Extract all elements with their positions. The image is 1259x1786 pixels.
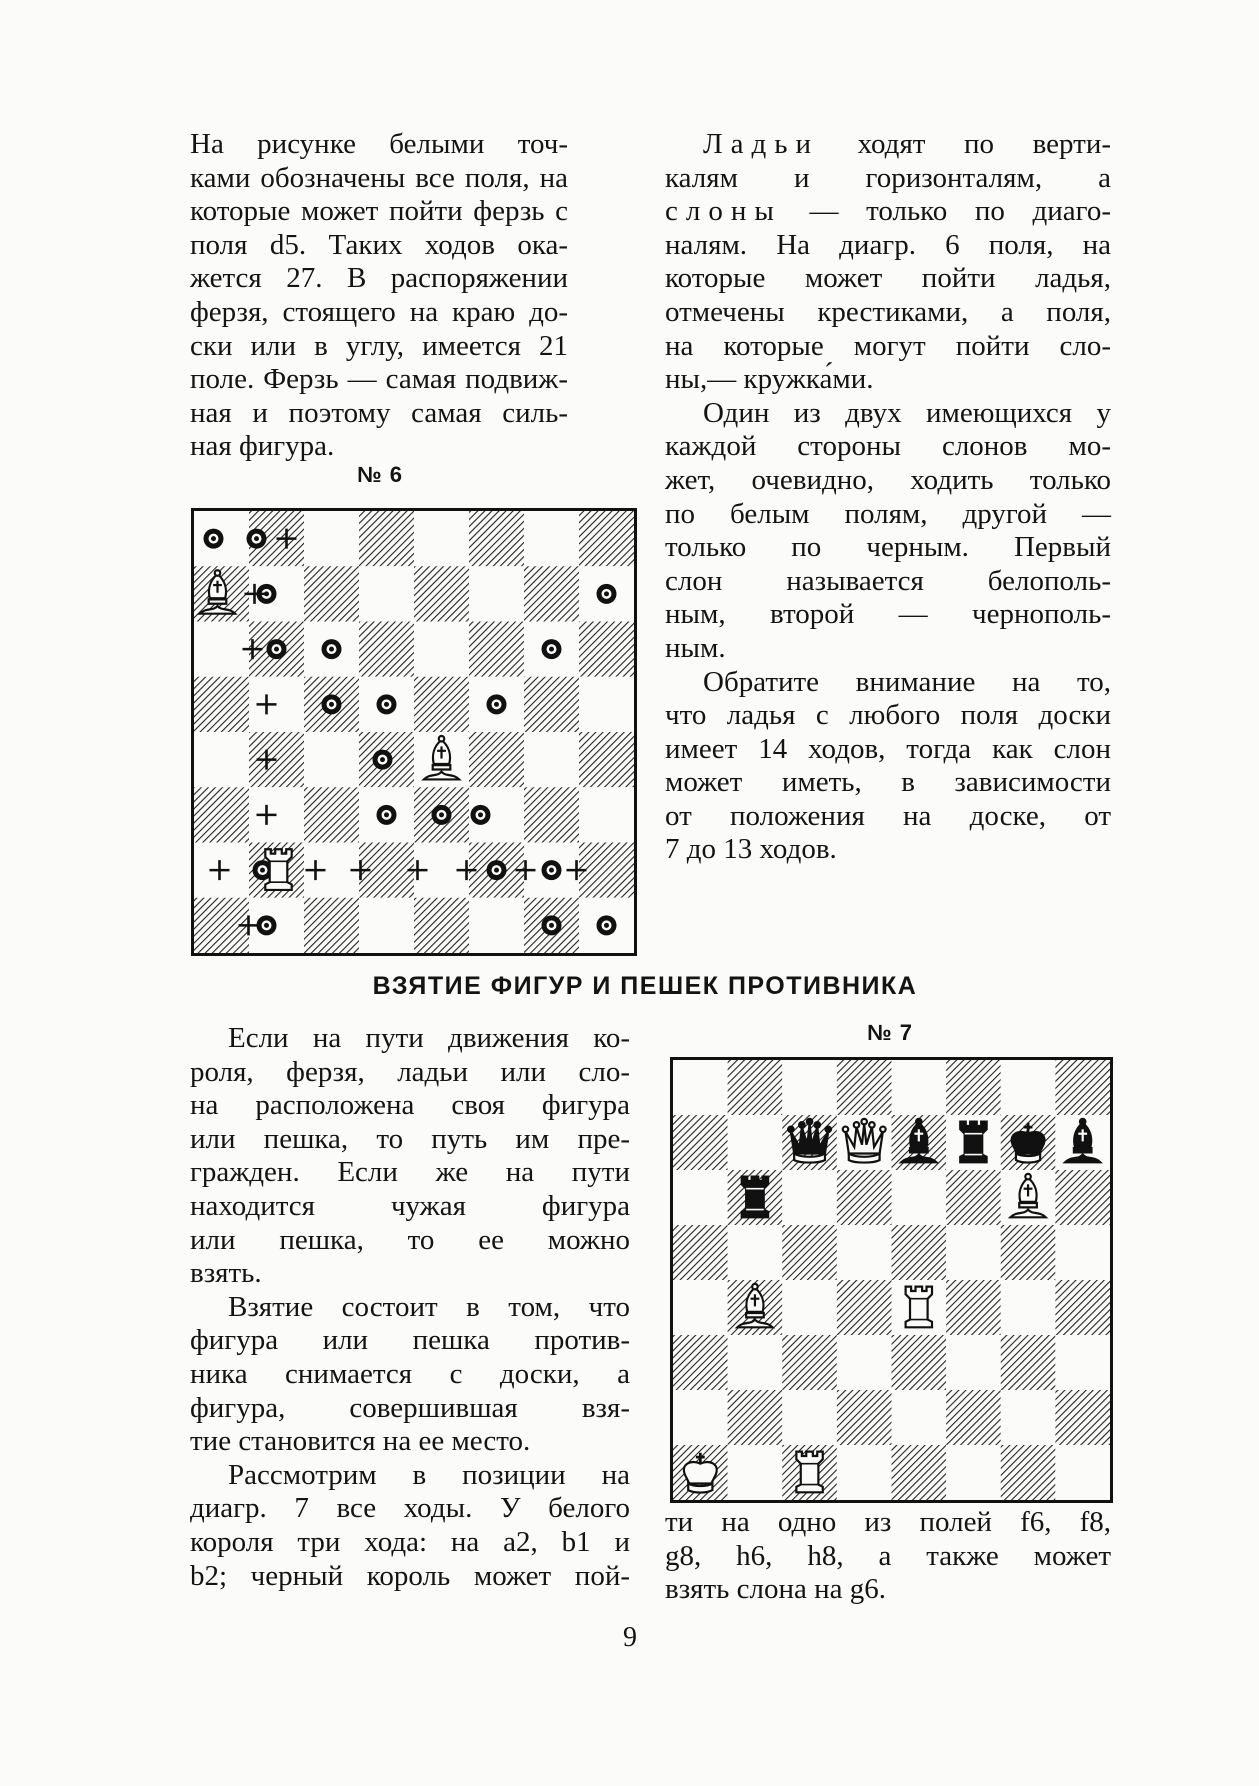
text-line: отмечены крестиками, а поля, xyxy=(665,295,1111,328)
light-square xyxy=(1001,1060,1056,1115)
text-line: жется 27. В распоряжении xyxy=(190,262,568,295)
white-rook-icon xyxy=(906,1287,932,1328)
dark-square xyxy=(728,1390,783,1445)
section-heading: ВЗЯТИЕ ФИГУР И ПЕШЕК ПРОТИВНИКА xyxy=(372,972,918,1000)
chess-diagram-7 xyxy=(670,1057,1113,1503)
text-line: Рассмотрим в позиции на xyxy=(228,1458,630,1491)
left-top-paragraph xyxy=(190,128,568,464)
text-span: ходят по верти- xyxy=(819,128,1111,160)
text-line xyxy=(665,195,1111,229)
dark-square xyxy=(524,677,579,732)
light-square xyxy=(892,1060,947,1115)
text-line: гражден. Если же на пути xyxy=(190,1156,630,1189)
text-line: поля d5. Таких ходов ока- xyxy=(190,228,568,261)
text-line: на которые могут пойти сло- xyxy=(665,329,1111,362)
light-square xyxy=(469,566,524,621)
text-line: от положения на доске, от xyxy=(665,799,1111,832)
dark-square xyxy=(946,1280,1001,1335)
dark-square xyxy=(469,622,524,677)
right-top-text xyxy=(665,128,1111,867)
light-square xyxy=(837,1225,892,1280)
light-square xyxy=(469,898,524,953)
dark-square xyxy=(524,787,579,842)
light-square xyxy=(579,677,634,732)
dot-marker xyxy=(267,639,287,659)
page-number: 9 xyxy=(623,1622,637,1653)
light-square xyxy=(673,1390,728,1445)
light-square xyxy=(673,1280,728,1335)
dark-square xyxy=(414,677,469,732)
dark-square xyxy=(782,1225,837,1280)
light-square xyxy=(1055,1335,1110,1390)
dark-square xyxy=(579,843,634,898)
text-line: находится чужая фигура xyxy=(190,1189,630,1222)
light-square xyxy=(892,1170,947,1225)
light-square xyxy=(837,1335,892,1390)
light-square xyxy=(728,1115,783,1170)
dark-square xyxy=(946,1060,1001,1115)
dark-square xyxy=(579,511,634,566)
dark-square xyxy=(1055,1170,1110,1225)
white-rook-icon xyxy=(796,1452,822,1493)
text-line: роля, ферзя, ладьи или сло- xyxy=(190,1055,630,1088)
text-line: ника снимается с доски, а xyxy=(190,1357,630,1390)
white-rook-icon xyxy=(265,849,291,890)
light-square xyxy=(728,1445,783,1500)
board-7-graphic xyxy=(673,1060,1110,1500)
text-line: ным. xyxy=(665,631,726,664)
text-line: ным, второй — чернополь- xyxy=(665,598,1111,631)
dot-marker xyxy=(487,860,507,880)
right-bottom-text xyxy=(665,1506,1111,1607)
dot-marker xyxy=(471,805,491,825)
dot-marker xyxy=(373,750,393,770)
text-line: на расположена своя фигура xyxy=(190,1089,630,1122)
dark-square xyxy=(946,1170,1001,1225)
dot-marker xyxy=(432,805,452,825)
black-rook-icon xyxy=(742,1177,768,1218)
light-square xyxy=(194,622,249,677)
text-line: фигура, совершившая взя- xyxy=(190,1391,630,1424)
dark-square xyxy=(892,1445,947,1500)
light-square xyxy=(414,511,469,566)
text-line: ны,— кружка́ми. xyxy=(665,363,874,396)
dark-square xyxy=(359,511,414,566)
black-rook-icon xyxy=(960,1122,986,1163)
dark-square xyxy=(837,1060,892,1115)
dark-square xyxy=(579,622,634,677)
dark-square xyxy=(837,1280,892,1335)
dark-square xyxy=(892,1335,947,1390)
text-line: калям и горизонталям, а xyxy=(665,161,1111,194)
light-square xyxy=(579,787,634,842)
text-line: налям. На диагр. 6 поля, на xyxy=(665,228,1111,261)
chess-diagram-6 xyxy=(191,508,637,956)
dark-square xyxy=(414,566,469,621)
text-line: по белым полям, другой — xyxy=(665,497,1111,530)
light-square xyxy=(782,1390,837,1445)
text-line: тие становится на ее место. xyxy=(190,1425,531,1458)
light-square xyxy=(782,1060,837,1115)
light-square xyxy=(1001,1390,1056,1445)
light-square xyxy=(728,1335,783,1390)
text-line: которые может пойти ферзь с xyxy=(190,195,568,228)
dark-square xyxy=(673,1225,728,1280)
text-line: только по черным. Первый xyxy=(665,531,1111,564)
diagram-7-caption: № 7 xyxy=(867,1020,913,1045)
text-line: ная фигура. xyxy=(190,430,335,463)
dot-marker xyxy=(322,639,342,659)
dark-square xyxy=(782,1335,837,1390)
dot-marker xyxy=(377,694,397,714)
dot-marker xyxy=(542,860,562,880)
dot-marker xyxy=(597,584,617,604)
text-line: жет, очевидно, ходить только xyxy=(665,463,1111,496)
text-line: что ладья с любого поля доски xyxy=(665,699,1111,732)
light-square xyxy=(304,732,359,787)
light-square xyxy=(837,1445,892,1500)
text-line: слон называется белополь- xyxy=(665,564,1111,597)
dark-square xyxy=(194,677,249,732)
term-bishops: слоны xyxy=(665,195,782,228)
light-square xyxy=(194,732,249,787)
text-line: взять. xyxy=(190,1257,262,1290)
dark-square xyxy=(579,732,634,787)
dot-marker xyxy=(542,915,562,935)
light-square xyxy=(673,1170,728,1225)
light-square xyxy=(728,1225,783,1280)
dark-square xyxy=(1055,1060,1110,1115)
text-line: 7 до 13 ходов. xyxy=(665,833,837,866)
dark-square xyxy=(524,566,579,621)
light-square xyxy=(892,1390,947,1445)
text-line: ная и поэтому самая силь- xyxy=(190,396,568,429)
light-square xyxy=(414,622,469,677)
light-square xyxy=(946,1335,1001,1390)
dark-square xyxy=(892,1225,947,1280)
text-line: b2; черный король может пой- xyxy=(190,1559,630,1592)
dark-square xyxy=(946,1390,1001,1445)
dot-marker xyxy=(257,915,277,935)
light-square xyxy=(946,1445,1001,1500)
dark-square xyxy=(837,1170,892,1225)
text-line: Обратите внимание на то, xyxy=(703,665,1111,698)
text-line: взять слона на g6. xyxy=(665,1573,887,1606)
dark-square xyxy=(469,732,524,787)
dark-square xyxy=(1001,1335,1056,1390)
light-square xyxy=(359,898,414,953)
board-6-graphic xyxy=(194,511,634,953)
light-square xyxy=(1055,1225,1110,1280)
dot-marker xyxy=(597,915,617,935)
light-square xyxy=(524,511,579,566)
dark-square xyxy=(1055,1280,1110,1335)
light-square xyxy=(304,511,359,566)
dark-square xyxy=(728,1060,783,1115)
light-square xyxy=(524,732,579,787)
text-line: ферзя, стоящего на краю до- xyxy=(190,295,568,328)
light-square xyxy=(782,1280,837,1335)
dark-square xyxy=(414,898,469,953)
text-line: поле. Ферзь — самая подвиж- xyxy=(190,363,568,396)
dark-square xyxy=(1001,1225,1056,1280)
dark-square xyxy=(1001,1445,1056,1500)
light-square xyxy=(1055,1445,1110,1500)
left-bottom-text xyxy=(190,1022,630,1593)
light-square xyxy=(359,566,414,621)
text-line: фигура или пешка против- xyxy=(190,1324,630,1357)
term-rooks: Ладьи xyxy=(703,128,820,160)
light-square xyxy=(782,1170,837,1225)
text-line: или пешка, то путь им пре- xyxy=(190,1122,630,1155)
light-square xyxy=(946,1225,1001,1280)
text-span: — только по диаго- xyxy=(781,195,1111,228)
text-line: которые может пойти ладья, xyxy=(665,262,1111,295)
text-line: имеет 14 ходов, тогда как слон xyxy=(665,732,1111,765)
dot-marker xyxy=(542,639,562,659)
text-line: ками обозначены все поля, на xyxy=(190,161,568,194)
dot-marker xyxy=(204,529,224,549)
dark-square xyxy=(304,566,359,621)
text-line: ски или в углу, имеется 21 xyxy=(190,329,568,362)
text-line: На рисунке белыми точ- xyxy=(190,128,568,160)
dark-square xyxy=(304,898,359,953)
text-line: Взятие состоит в том, что xyxy=(228,1290,630,1323)
dot-marker xyxy=(247,529,267,549)
light-square xyxy=(673,1060,728,1115)
light-square xyxy=(1001,1280,1056,1335)
dark-square xyxy=(837,1390,892,1445)
text-line xyxy=(665,128,1111,162)
dark-square xyxy=(1055,1390,1110,1445)
dark-square xyxy=(304,787,359,842)
dark-square xyxy=(673,1335,728,1390)
text-line: может иметь, в зависимости xyxy=(665,766,1111,799)
text-line: g8, h6, h8, а также может xyxy=(665,1539,1111,1572)
diagram-6-caption: № 6 xyxy=(357,462,403,487)
text-line: каждой стороны слонов мо- xyxy=(665,430,1111,463)
text-line: диагр. 7 все ходы. У белого xyxy=(190,1492,630,1525)
text-line: Один из двух имеющихся у xyxy=(703,396,1111,429)
dot-marker xyxy=(487,694,507,714)
dark-square xyxy=(359,622,414,677)
text-line: короля три хода: на a2, b1 и xyxy=(190,1525,630,1558)
dot-marker xyxy=(377,805,397,825)
dark-square xyxy=(469,511,524,566)
dark-square xyxy=(194,787,249,842)
dot-marker xyxy=(322,694,342,714)
dark-square xyxy=(673,1115,728,1170)
text-line: ти на одно из полей f6, f8, xyxy=(665,1506,1111,1538)
text-line: или пешка, то ее можно xyxy=(190,1223,630,1256)
text-line: Если на пути движения ко- xyxy=(228,1022,630,1054)
